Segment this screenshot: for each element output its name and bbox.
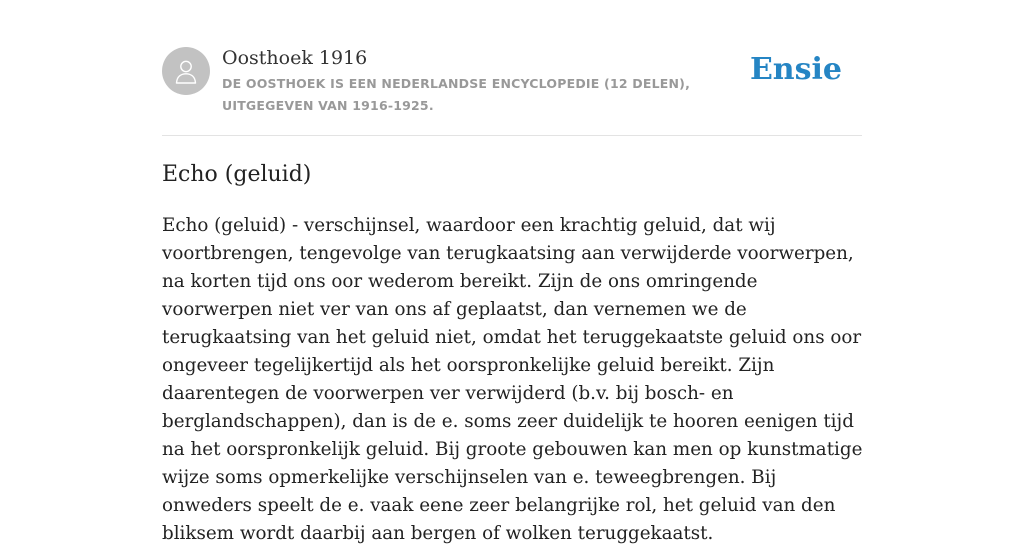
source-description: DE OOSTHOEK IS EEN NEDERLANDSE ENCYCLOPEDIE (12 DELEN), UITGEGEVEN VAN 1916-1925. [222, 76, 691, 113]
avatar[interactable] [162, 47, 210, 95]
header-divider [162, 135, 862, 136]
source-header [162, 45, 862, 135]
ensie-logo[interactable]: Ensie [749, 52, 842, 87]
source-name[interactable]: Oosthoek 1916 [222, 47, 368, 69]
user-icon [172, 57, 200, 85]
article-body: Echo (geluid) - verschijnsel, waardoor een krachtig geluid, dat wij voortbrengen, tengevolge van terugkaatsing aan verwijderde voorwerpen, na korten tijd ons oor wederom bereikt. Zijn de ons omringende voorwerpen niet ver van ons af geplaatst, dan vernemen we de terugkaatsing van het geluid niet, omdat het teruggekaatste geluid ons oor ongeveer tegelijkertijd als het oorspronkelijke geluid bereikt. Zijn daarentegen de voorwerpen ver verwijderd (b.v. bij bosch- en berglandschappen), dan is de e. soms zeer duidelijk te hooren eenigen tijd na het oorspronkelijk geluid. Bij groote gebouwen kan men op kunstmatige wijze soms opmerkelijke verschijnselen van e. teweegbrengen. Bij onweders speelt de e. vaak eene zeer belangrijke rol, het geluid van den bliksem wordt daarbij aan bergen of wolken teruggekaatst. [162, 215, 863, 544]
article-title: Echo (geluid) [162, 162, 312, 187]
